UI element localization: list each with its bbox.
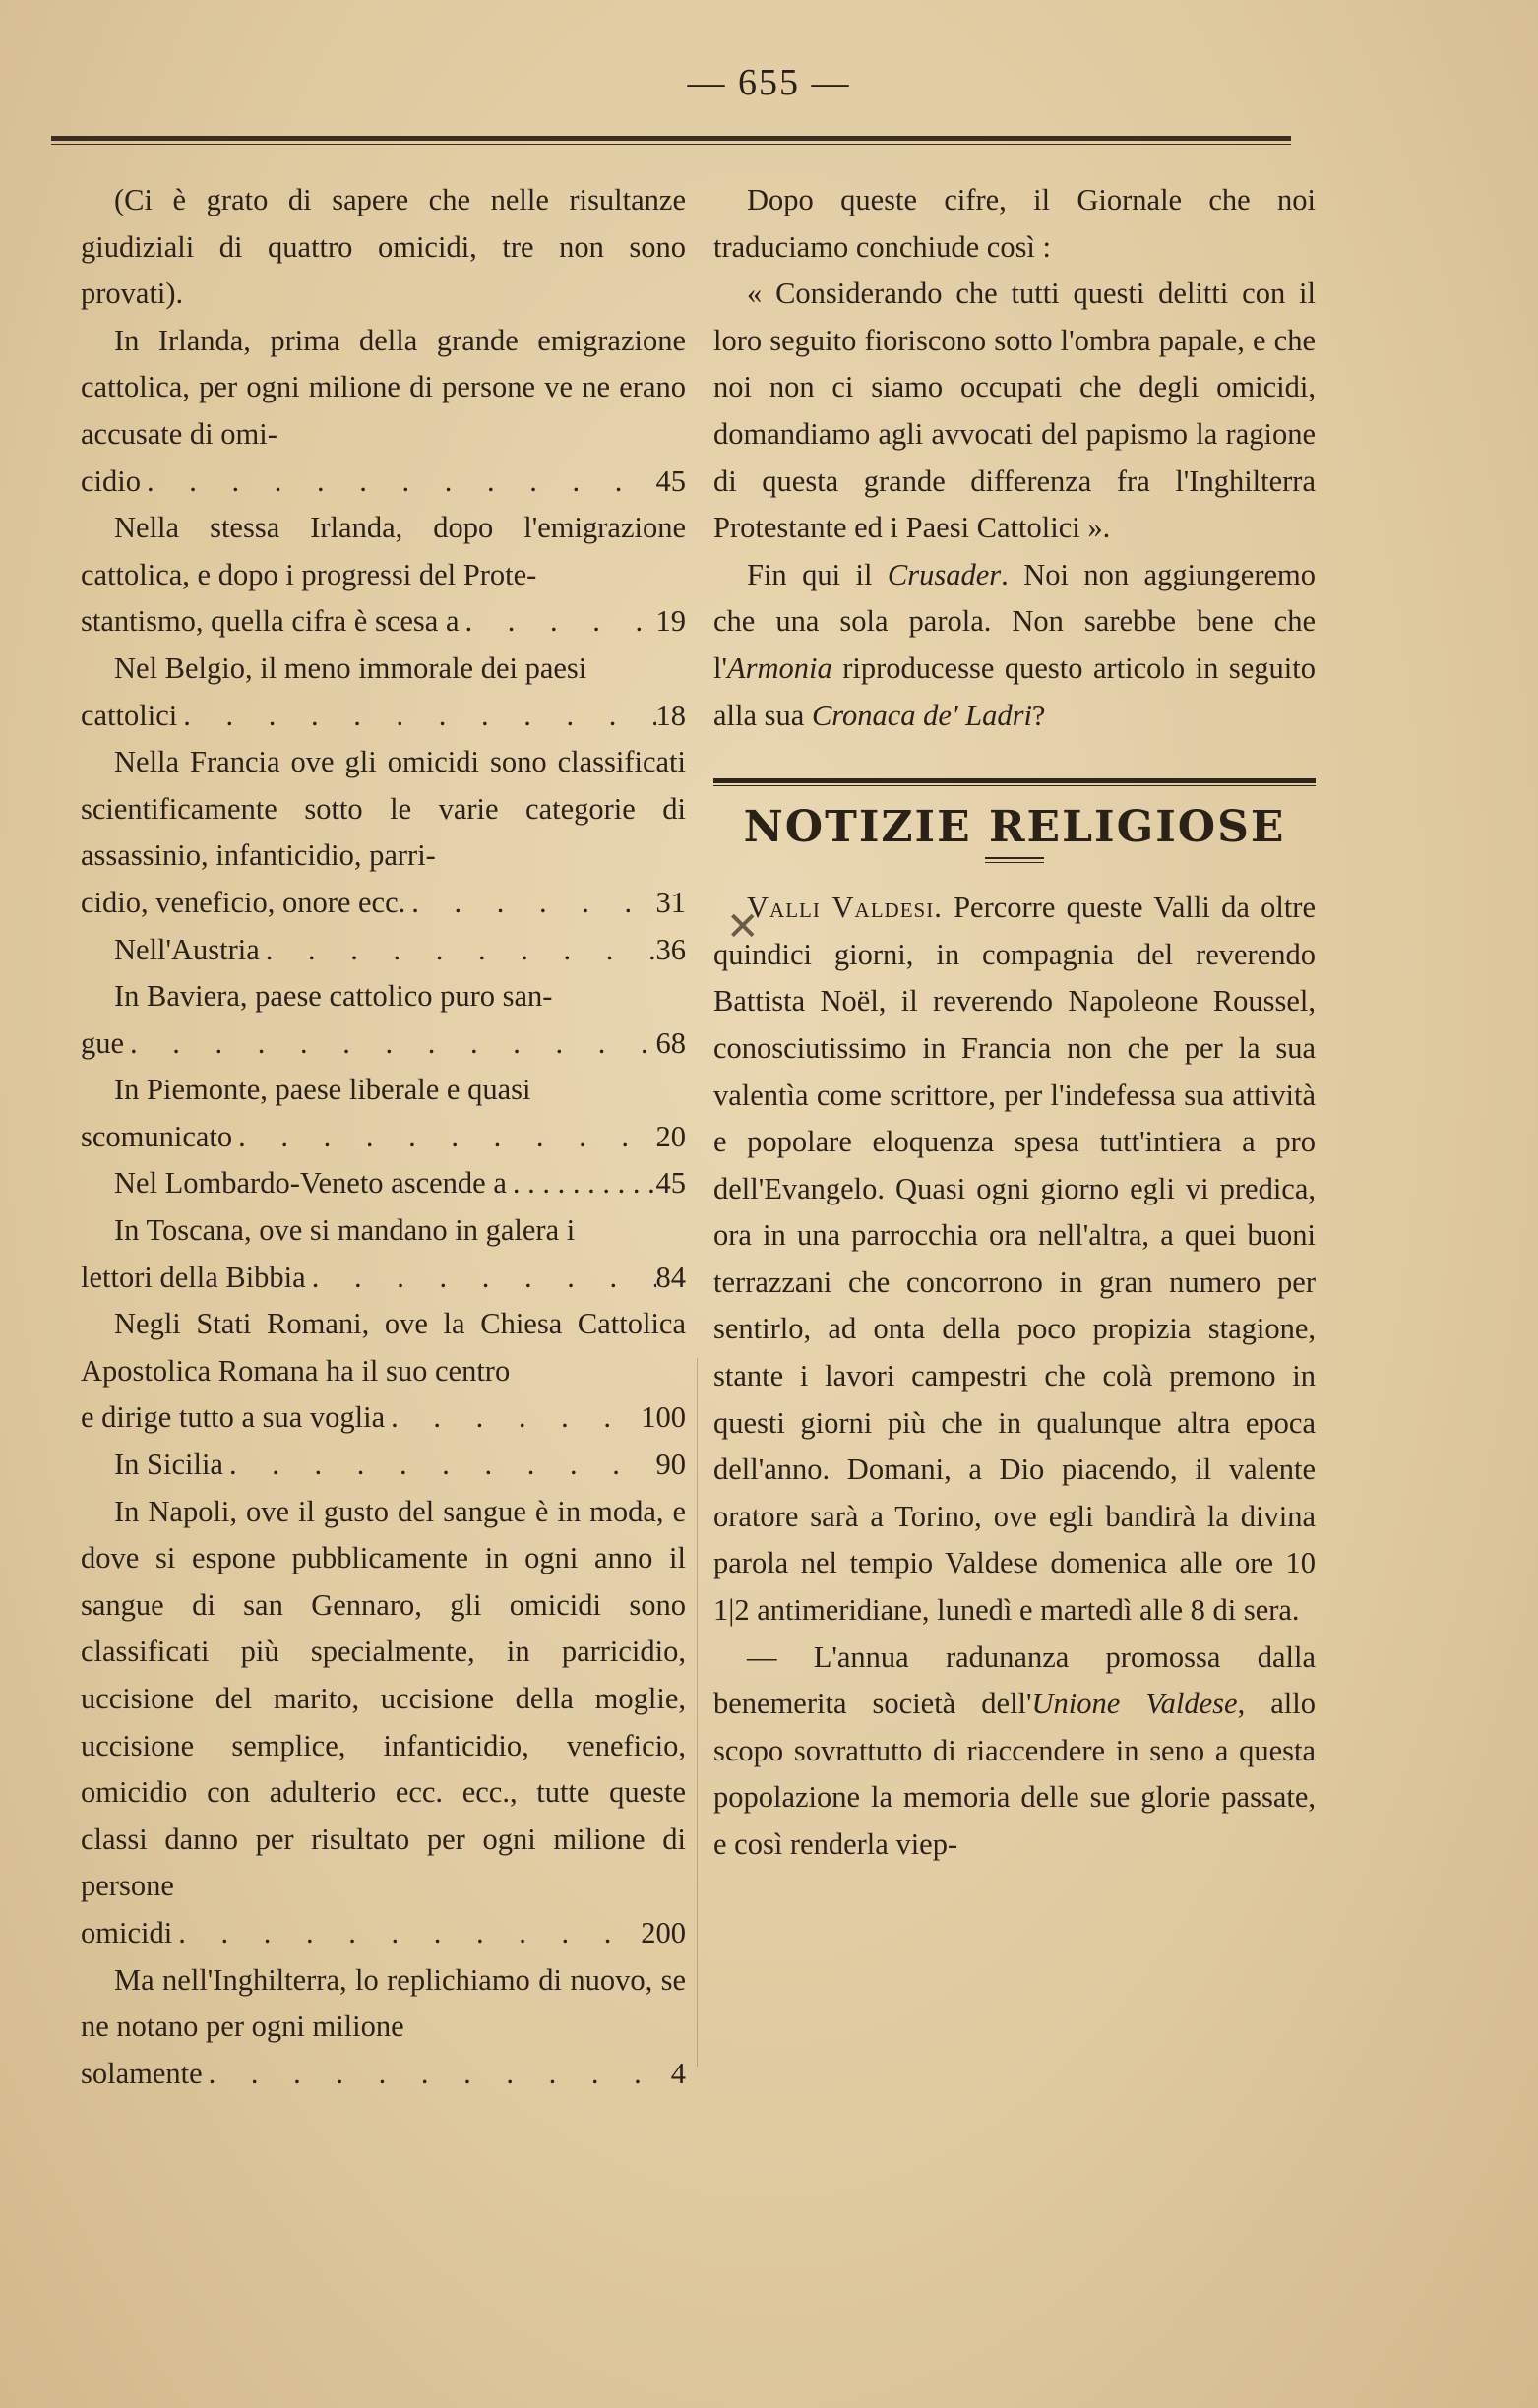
statistic-value: 18 (655, 698, 686, 732)
statistic-value: 84 (655, 1260, 686, 1294)
italic-title: Cronaca de' Ladri (811, 698, 1032, 732)
paragraph: In Irlanda, prima della grande emigrazione cattolica, per ogni milione di persone ve ne erano accusate di omi- (81, 323, 686, 451)
left-column (81, 177, 686, 2097)
paragraph: Dopo queste cifre, il Giornale che noi traduciamo conchiude così : (713, 183, 1316, 264)
statistic-line: cidio . . . 45 (81, 459, 686, 506)
statistic-line: Nel Lombardo-Veneto ascende a . . . 45 (81, 1160, 686, 1207)
section-title: NOTIZIE RELIGIOSE (743, 802, 1286, 853)
statistic-line: omicidi . . . 200 (81, 1910, 686, 1957)
paragraph: In Napoli, ove il gusto del sangue è in moda, e dove si espone pubblicamente in ogni anno il sangue di san Gennaro, gli omicidi sono classificati più specialmente, in parricidio, uccisione del marito, uccisione della moglie, uccisione semplice, infanticidio, veneficio, omicidio con adulterio ecc. ecc., tutte queste classi danno per risultato per ogni milione di persone (81, 1494, 686, 1903)
lead-in: Valli Valdesi. (747, 891, 943, 925)
paragraph: Negli Stati Romani, ove la Chiesa Cattolica Apostolica Romana ha il suo centro (81, 1307, 686, 1388)
statistic-line: solamente . . . 4 (81, 2051, 686, 2098)
paragraph: Nella stessa Irlanda, dopo l'emigrazione cattolica, e dopo i progressi del Prote- (81, 511, 686, 591)
statistic-value: 20 (655, 1119, 686, 1153)
italic-title: Unione Valdese (1031, 1687, 1238, 1721)
statistic-line: e dirige tutto a sua voglia . . . 100 (81, 1394, 686, 1442)
italic-title: Armonia (726, 650, 832, 685)
statistic-value: 100 (641, 1400, 686, 1435)
page-number: — 655 — (687, 62, 851, 103)
statistic-value: 90 (655, 1448, 686, 1482)
paragraph: In Baviera, paese cattolico puro san- (114, 979, 553, 1014)
paragraph: Nella Francia ove gli omicidi sono classificati scientificamente sotto le varie categorie di assassinio, infanticidio, parri- (81, 745, 686, 873)
section-rule (713, 778, 1316, 786)
statistic-value: 19 (655, 604, 686, 639)
section-ornament-rule (985, 857, 1044, 863)
paragraph: (Ci è grato di sapere che nelle risultanze giudiziali di quattro omicidi, tre non sono provati). (81, 183, 686, 311)
statistic-value: 31 (655, 885, 686, 919)
statistic-line: gue . . . 68 (81, 1020, 686, 1068)
quotation: « Considerando che tutti questi delitti con il loro seguito fioriscono sotto l'ombra papale, e che noi non ci siamo occupati che degli omicidi, domandiamo agli avvocati del papismo la ragione di questa grande differenza fra l'Inghilterra Protestante ed i Paesi Cattolici ». (713, 277, 1316, 545)
statistic-line: cattolici . . . 18 (81, 693, 686, 740)
header-rule (51, 136, 1291, 145)
statistic-value: 36 (655, 932, 686, 966)
statistic-value: 45 (655, 463, 686, 498)
statistic-line: Nell'Austria . . . 36 (81, 927, 686, 974)
statistic-line: In Sicilia . . . 90 (81, 1442, 686, 1489)
paragraph: In Toscana, ove si mandano in galera i (114, 1213, 576, 1248)
cross-mark-icon: ✕ (726, 904, 760, 949)
paragraph: Nel Belgio, il meno immorale dei paesi (114, 650, 587, 685)
paragraph: Valli Valdesi. Percorre queste Valli da oltre quindici giorni, in compagnia del reverendo Battista Noël, il reverendo Napoleone Roussel, conosciutissimo in Francia non che per la sua valentìa come scrittore, per l'indefessa sua attività e popolare eloquenza spesa tutt'intiera a pro dell'Evangelo. Quasi ogni giorno egli vi predica, ora in una parrocchia ora nell'altra, a quei buoni terrazzani che concorrono in gran numero per sentirlo, ad onta della poco propizia stagione, stante i lavori campestri che colà premono in questi giorni più che in qualunque altra epoca dell'anno. Domani, a Dio piacendo, il valente oratore sarà a Torino, ove egli bandirà la divina parola nel tempio Valdese domenica alle ore 10 1|2 antimeridiane, lunedì e martedì alle 8 di sera. (713, 891, 1316, 1628)
statistic-value: 200 (641, 1915, 686, 1949)
paragraph: In Piemonte, paese liberale e quasi (114, 1073, 531, 1107)
statistic-line: lettori della Bibbia . . . 84 (81, 1255, 686, 1302)
statistic-value: 4 (670, 2056, 686, 2090)
paragraph: Ma nell'Inghilterra, lo replichiamo di nuovo, se ne notano per ogni milione (81, 1962, 686, 2044)
right-column (713, 177, 1316, 1869)
statistic-value: 68 (655, 1025, 686, 1060)
paragraph: Fin qui il Crusader. Noi non aggiungeremo che una sola parola. Non sarebbe bene che l'Armonia riproducesse questo articolo in seguito alla sua Cronaca de' Ladri? (713, 557, 1317, 732)
statistic-line: scomunicato . . . 20 (81, 1114, 686, 1161)
paragraph: — L'annua radunanza promossa dalla benemerita società dell'Unione Valdese, allo scopo sovrattutto di riaccendere in seno a questa popolazione la memoria delle sue glorie passate, e così renderla viep- (713, 1639, 1316, 1861)
statistic-line: cidio, veneficio, onore ecc. . . . 31 (81, 880, 686, 927)
column-divider (697, 1358, 698, 2067)
statistic-line: stantismo, quella cifra è scesa a . . . 19 (81, 598, 686, 646)
statistic-value: 45 (655, 1166, 686, 1201)
italic-title: Crusader (887, 557, 1002, 591)
